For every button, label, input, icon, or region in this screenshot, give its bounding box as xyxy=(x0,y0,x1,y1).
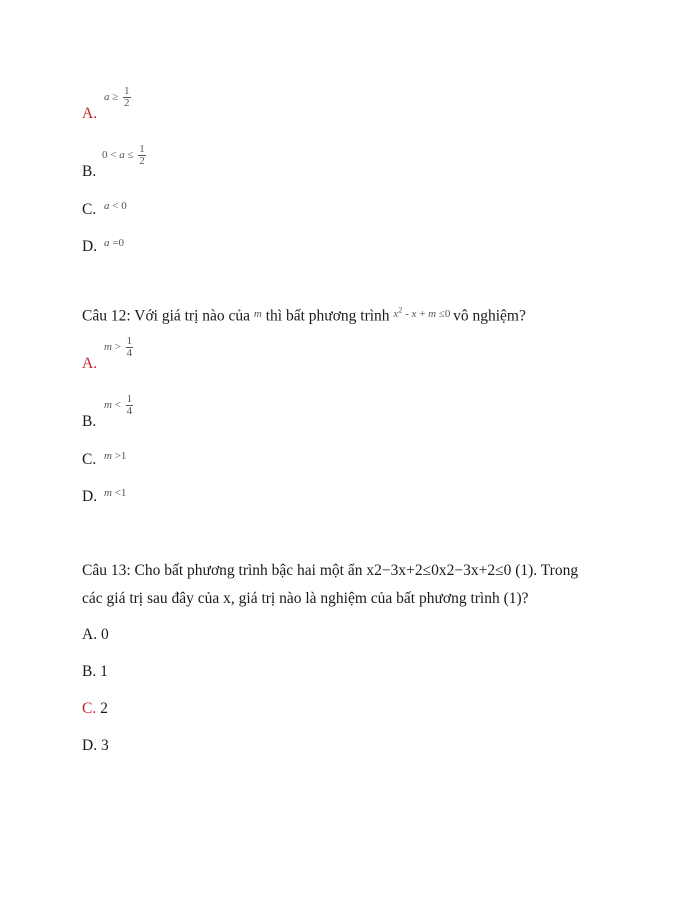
q11-option-d-letter: D. xyxy=(82,238,98,255)
q13-option-b-text: 1 xyxy=(100,663,108,680)
q12-option-c-letter: C. xyxy=(82,451,97,468)
q13-question-line-2: các giá trị sau đây của x, giá trị nào là nghiệm của bất phương trình (1)? xyxy=(82,590,529,607)
q12-option-b-math: m < $\frac{1}{4}$ xyxy=(104,393,133,417)
q13-option-d-letter: D. xyxy=(82,737,98,754)
q12-option-a-letter: A. xyxy=(82,355,98,372)
q11-option-b-math: 0 < a ≤ $\frac{1}{2}$ xyxy=(102,143,145,167)
q13-option-b xyxy=(82,662,108,682)
q12-option-a-math: m > $\frac{1}{4}$ xyxy=(104,335,133,359)
q11-option-b-letter: B. xyxy=(82,163,97,180)
q12-option-c-math: m >1 xyxy=(104,450,127,462)
q12-inequality: x2 - x + m ≤0 xyxy=(393,305,454,320)
q11-option-d-math: a =0 xyxy=(104,237,124,249)
q13-option-c-text: 2 xyxy=(100,700,108,717)
q13-option-b-letter: B. xyxy=(82,663,97,680)
q13-option-d xyxy=(82,736,109,756)
q13-option-d-text: 3 xyxy=(100,737,109,754)
q12-option-d-math: m <1 xyxy=(104,487,127,499)
q13-option-a-text: 0 xyxy=(100,626,109,643)
q11-option-a-math: a ≥ $\frac{1}{2}$ xyxy=(104,85,130,109)
q11-option-c-math: a < 0 xyxy=(104,200,127,212)
q13-option-a xyxy=(82,625,109,645)
q13-option-c-letter: C. xyxy=(82,700,97,717)
q12-option-b-letter: B. xyxy=(82,413,97,430)
q13-option-c xyxy=(82,699,108,719)
q12-option-d-letter: D. xyxy=(82,488,98,505)
q11-option-a-letter: A. xyxy=(82,105,98,122)
q13-option-a-letter: A. xyxy=(82,626,98,643)
q13-question-line-1: Câu 13: Cho bất phương trình bậc hai một ẩn x2−3x+2≤0x2−3x+2≤0 (1). Trong xyxy=(82,562,579,579)
q11-option-c-letter: C. xyxy=(82,201,97,218)
q12-question-text: Câu 12: Với giá trị nào của $^m$ thì bất phương trình $^{x^2 - x + m \le 0}$ vô nghiệm? xyxy=(82,305,526,325)
